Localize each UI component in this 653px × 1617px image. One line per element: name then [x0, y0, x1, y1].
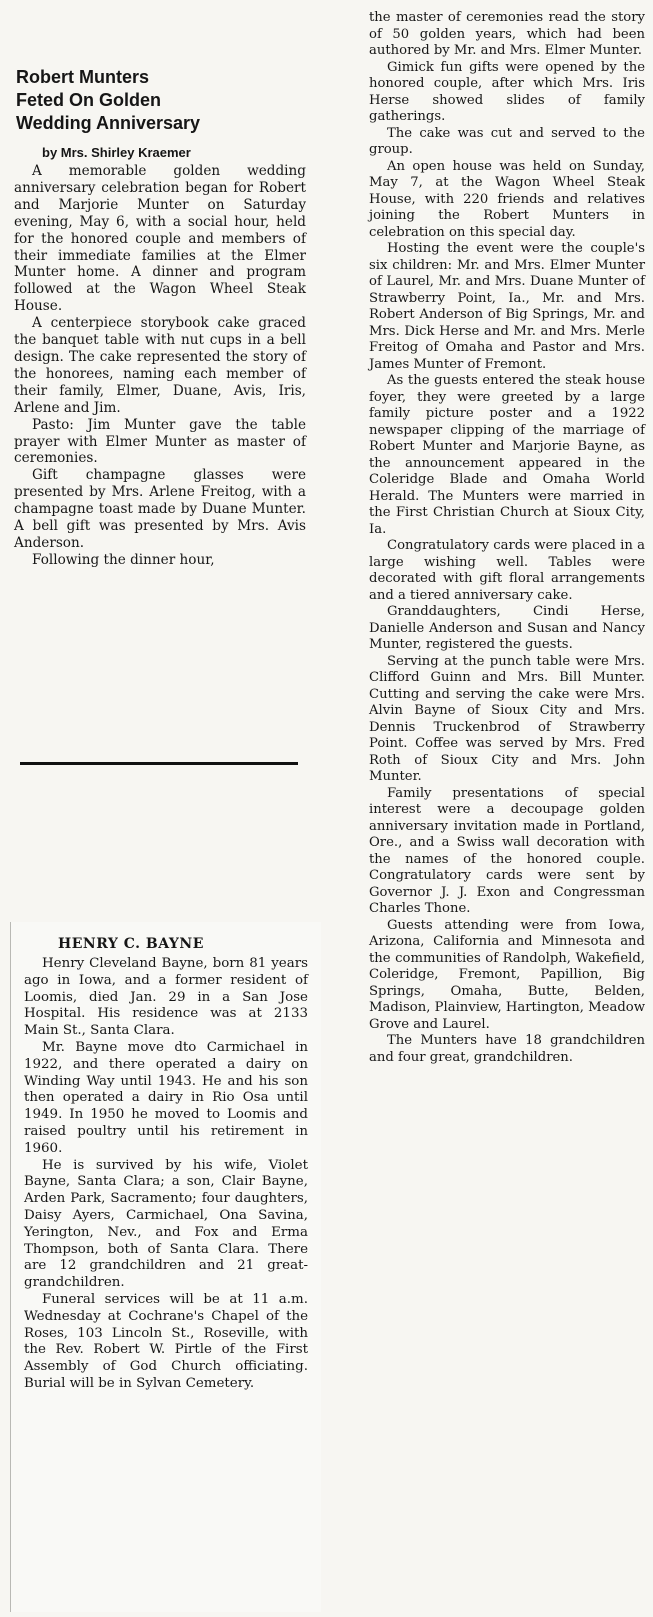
continuation-paragraph: Granddaughters, Cindi Herse, Danielle Anderson and Susan and Nancy Munter, registered the guests. — [369, 604, 645, 652]
obituary-paragraph: He is survived by his wife, Violet Bayne, Santa Clara; a son, Clair Bayne, Arden Park, Sacramento; four daughters, Daisy Ayers, Carmichael, Ona Savina, Yerington, Nev., and Fox and Erma Thompson, both of Santa Clara. There are 12 grandchildren and 21 great-grandchildren. — [24, 1157, 308, 1291]
continuation-paragraph: Guests attending were from Iowa, Arizona, California and Minnesota and the communities of Randolph, Wakefield, Coleridge, Fremont, Papillion, Big Springs, Omaha, Butte, Belden, Madison, Plainview, Hartington, Meadow Grove and Laurel. — [369, 917, 645, 1032]
article-paragraph: Pasto: Jim Munter gave the table prayer with Elmer Munter as master of ceremonies. — [14, 416, 306, 467]
obituary-paragraph: Mr. Bayne move dto Carmichael in 1922, and there operated a dairy on Winding Way until 1943. He and his son then operated a dairy in Rio Osa until 1949. In 1950 he moved to Loomis and raised poultry until his retirement in 1960. — [24, 1039, 308, 1156]
obituary-title: HENRY C. BAYNE — [58, 936, 204, 952]
continuation-paragraph: An open house was held on Sunday, May 7, at the Wagon Wheel Steak House, with 220 friends and relatives joining the Robert Munters in celebration on this special day. — [369, 158, 645, 240]
continuation-paragraph: Serving at the punch table were Mrs. Clifford Guinn and Mrs. Bill Munter. Cutting and serving the cake were Mrs. Alvin Bayne of Sioux City and Mrs. Dennis Truckenbrod of Strawberry Point. Coffee was served by Mrs. Fred Roth of Sioux City and Mrs. John Munter. — [369, 653, 645, 784]
article-paragraph: A centerpiece storybook cake graced the banquet table with nut cups in a bell design. The cake represented the story of the honorees, naming each member of their family, Elmer, Duane, Avis, Iris, Arlene and Jim. — [14, 315, 306, 416]
headline-line-2: Feted On Golden — [16, 90, 162, 110]
continuation-paragraph: Hosting the event were the couple's six children: Mr. and Mrs. Elmer Munter of Laurel, Mr. and Mrs. Duane Munter of Strawberry Point, Ia., Mr. and Mrs. Robert Anderson of Big Springs, Mr. and Mrs. Dick Herse and Mr. and Mrs. Merle Freitog of Omaha and Pastor and Mrs. James Munter of Fremont. — [369, 241, 645, 372]
continuation-paragraph: The cake was cut and served to the group. — [369, 125, 645, 157]
continuation-paragraph: Congratulatory cards were placed in a large wishing well. Tables were decorated with gift floral arrangements and a tiered anniversary cake. — [369, 538, 645, 603]
continuation-paragraph: As the guests entered the steak house foyer, they were greeted by a large family picture poster and a 1922 newspaper clipping of the marriage of Robert Munter and Marjorie Bayne, as the announcement appeared in the Coleridge Blade and Omaha World Herald. The Munters were married in the First Christian Church at Sioux City, Ia. — [369, 373, 645, 537]
continuation-paragraph: Gimick fun gifts were opened by the honored couple, after which Mrs. Iris Herse showed slides of family gatherings. — [369, 59, 645, 124]
continuation-paragraph: The Munters have 18 grandchildren and four great, grandchildren. — [369, 1033, 645, 1065]
article-paragraph: Following the dinner hour, — [32, 551, 215, 568]
anniversary-article — [14, 66, 306, 569]
article-paragraph: Gift champagne glasses were presented by Mrs. Arlene Freitog, with a champagne toast made by Duane Munter. A bell gift was presented by Mrs. Avis Anderson. — [14, 467, 306, 551]
article-byline: by Mrs. Shirley Kraemer — [42, 145, 191, 160]
obituary-paragraph: Funeral services will be at 11 a.m. Wednesday at Cochrane's Chapel of the Roses, 103 Lincoln St., Roseville, with the Rev. Robert W. Pirtle of the First Assembly of God Church officiating. Burial will be in Sylvan Cemetery. — [24, 1291, 308, 1391]
continuation-paragraph: Family presentations of special interest were a decoupage golden anniversary invitation made in Portland, Ore., and a Swiss wall decoration with the names of the honored couple. Congratulatory cards were sent by Governor J. J. Exon and Congressman Charles Thone. — [369, 785, 645, 916]
obituary — [24, 934, 308, 1393]
article-headline — [16, 66, 306, 135]
article-paragraph: A memorable golden wedding anniversary celebration began for Robert and Marjorie Munter on Saturday evening, May 6, with a social hour, held for the honored couple and members of their immediate families at the Elmer Munter home. A dinner and program followed at the Wagon Wheel Steak House. — [14, 163, 306, 315]
column-divider-rule — [20, 762, 298, 765]
article-continuation — [369, 10, 645, 1066]
headline-line-1: Robert Munters — [16, 67, 150, 87]
continuation-paragraph: the master of ceremonies read the story of 50 golden years, which had been authored by Mr. and Mrs. Elmer Munter. — [369, 10, 645, 58]
headline-line-3: Wedding Anniversary — [16, 113, 201, 133]
obituary-paragraph: Henry Cleveland Bayne, born 81 years ago in Iowa, and a former resident of Loomis, died Jan. 29 in a San Jose Hospital. His residence was at 2133 Main St., Santa Clara. — [24, 956, 308, 1039]
